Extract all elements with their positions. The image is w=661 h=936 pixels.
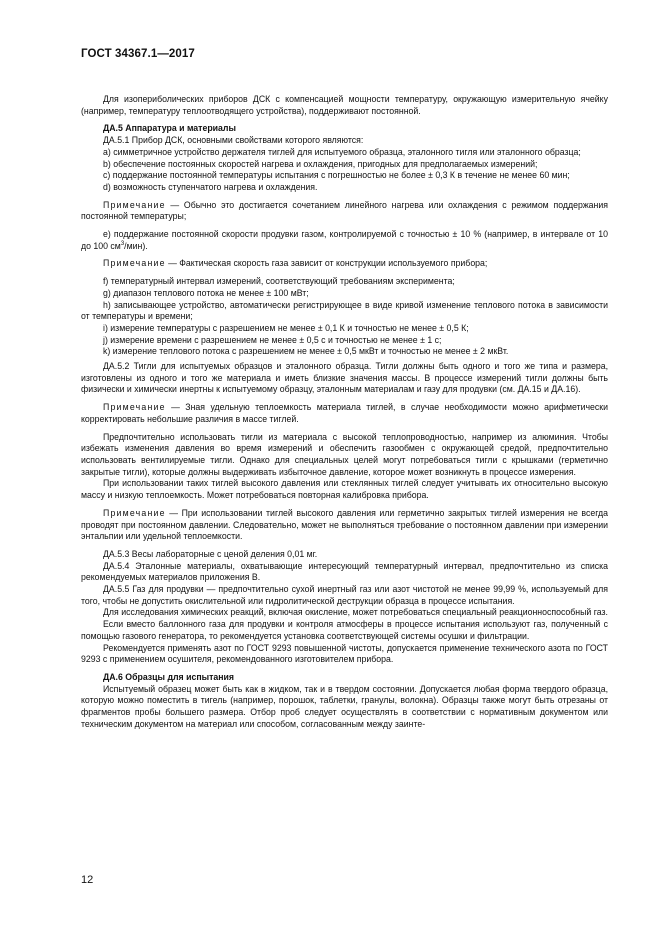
- paragraph-samples: Испытуемый образец может быть как в жидком, так и в твердом состоянии. Допускается любая форма твердого образца, которую можно поместить в тигель (например, порошок, таблетки, гранулы, волокна). Образцы также могут быть отрезаны от фрагментов пробы большего размера. Отбор проб следует осуществлять в соответствии с нормативным документом или техническим документом на материал или способом, согласованным между заинте-: [81, 683, 608, 729]
- paragraph-high-pressure: При использовании таких тиглей высокого давления или стеклянных тиглей следует учитывать их относительно высокую массу и низкую теплоемкость. Может потребоваться повторная калибровка прибора.: [81, 478, 608, 501]
- note-2-text: — Фактическая скорость газа зависит от конструкции используемого прибора;: [165, 258, 488, 269]
- paragraph-da5-4: ДА.5.4 Эталонные материалы, охватывающие интересующий температурный интервал, предпочтительно из списка рекомендуемых материалов приложения В.: [81, 560, 608, 583]
- page-number: 12: [81, 874, 94, 886]
- paragraph-nitrogen: Рекомендуется применять азот по ГОСТ 9293 повышенной чистоты, допускается применение технического азота по ГОСТ 9293 с применением осушителя, рекомендованного изготовителем прибора.: [81, 642, 608, 665]
- list-item-b: b) обеспечение постоянных скоростей нагрева и охлаждения, пригодных для предполагаемых измерений;: [103, 158, 538, 169]
- paragraph-da5-1: ДА.5.1 Прибор ДСК, основными свойствами которого являются:: [103, 135, 364, 146]
- list-item-h: h) записывающее устройство, автоматически регистрирующее в виде кривой изменение теплового потока в зависимости от температуры и времени;: [81, 299, 608, 322]
- list-item-g: g) диапазон теплового потока не менее ± 100 мВт;: [103, 287, 309, 298]
- list-item-k: k) измерение теплового потока с разрешением не менее ± 0,5 мкВт и точностью не менее ± 2 мкВт.: [103, 346, 509, 357]
- section-heading-da5: ДА.5 Аппаратура и материалы: [103, 123, 236, 134]
- list-item-c: с) поддержание постоянной температуры испытания с погрешностью не более ± 0,3 К в течение не менее 60 мин;: [103, 170, 570, 181]
- section-heading-da6: ДА.6 Образцы для испытания: [103, 671, 235, 682]
- note-label: Примечание: [103, 199, 166, 210]
- list-item-e: [81, 229, 608, 252]
- list-item-j: j) измерение времени с разрешением не менее ± 0,5 с и точностью не менее ± 1 с;: [103, 334, 442, 345]
- note-3-text: — Зная удельную теплоемкость материала тиглей, в случае необходимости можно арифметически корректировать небольшие различия в массе тиглей.: [81, 402, 608, 424]
- note-4-text: — При использовании тиглей высокого давления или герметично закрытых тиглей измерения не всегда проводят при постоянном давлении. Следовательно, может не выполняться требование о постоянном давлении при измерении энтальпии или удельной теплоемкости.: [81, 507, 608, 542]
- list-item-d: d) возможность ступенчатого нагрева и охлаждения.: [103, 181, 318, 192]
- note-4: [81, 508, 608, 543]
- note-1: [81, 200, 608, 223]
- paragraph-generator: Если вместо баллонного газа для продувки и контроля атмосферы в процессе испытания используют газ, полученный с помощью газового генератора, то рекомендуется установка соответствующей системы осушки и фильтрации.: [81, 619, 608, 641]
- note-label: Примечание: [103, 507, 166, 518]
- note-2: [81, 258, 608, 270]
- paragraph-chemical: Для исследования химических реакций, включая окисление, может потребоваться специальный реакционноспособный газ.: [103, 607, 608, 618]
- list-item-e-text: е) поддержание постоянной скорости продувки газом, контролируемой с точностью ± 10 % (например, в интервале от 10 до 100 см: [81, 229, 608, 251]
- document-body: [81, 94, 608, 730]
- paragraph-crucibles: Предпочтительно использовать тигли из материала с высокой теплопроводностью, например из алюминия. Чтобы избежать изменения давления во время измерений и обеспечить газообмен с окружающей средой, предпочтительно использовать вентилируемые тигли. Однако для специальных целей могут потребоваться тигли с крышками (герметично закрытые тигли), которые должны выдерживать избыточное давление, которое может возникнуть в процессе измерения.: [81, 431, 608, 477]
- list-item-f: f) температурный интервал измерений, соответствующий требованиям эксперимента;: [103, 276, 455, 287]
- paragraph-intro: Для изопериболических приборов ДСК с компенсацией мощности температуру, окружающую измерительную ячейку (например, температуру теплоотводящего устройства), поддерживают постоянной.: [81, 94, 608, 116]
- list-item-e-unit: /мин).: [124, 240, 148, 251]
- note-label: Примечание: [103, 402, 166, 413]
- superscript-3: 3: [120, 240, 125, 247]
- paragraph-da5-5: ДА.5.5 Газ для продувки — предпочтительно сухой инертный газ или азот чистотой не менее 99,99 %, используемый для того, чтобы не допустить окислительной или гидролитической деструкции образца в процессе испытания.: [81, 584, 608, 606]
- list-item-i: i) измерение температуры с разрешением не менее ± 0,1 К и точностью не менее ± 0,5 К;: [103, 322, 469, 333]
- note-1-text: — Обычно это достигается сочетанием линейного нагрева или охлаждения с режимом поддержания постоянной температуры;: [81, 199, 608, 222]
- paragraph-da5-3: ДА.5.3 Весы лабораторные с ценой деления 0,01 мг.: [103, 548, 318, 559]
- document-header: ГОСТ 34367.1—2017: [81, 48, 195, 60]
- note-label: Примечание: [103, 258, 166, 269]
- paragraph-da5-2: ДА.5.2 Тигли для испытуемых образцов и эталонного образца. Тигли должны быть одного и того же типа и размера, изготовлены из одного и того же материала и иметь близкие значения массы. В процессе измерений тигли должны быть физически и химически инертны к испытуемому образцу, эталонным материалам и газу для продувки (см. ДА.15 и ДА.16).: [81, 361, 608, 395]
- note-3: [81, 402, 608, 425]
- list-item-a: а) симметричное устройство держателя тиглей для испытуемого образца, эталонного тигля или эталонного образца;: [103, 146, 581, 157]
